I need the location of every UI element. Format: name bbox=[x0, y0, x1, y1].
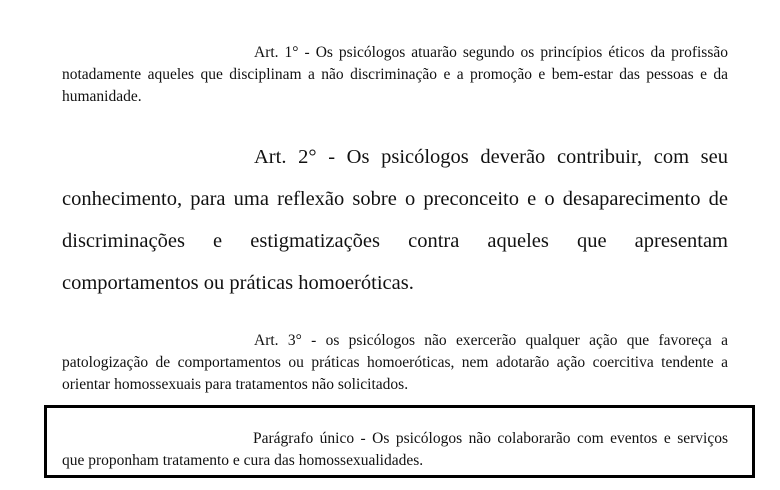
paragrafo-unico-text: Parágrafo único - Os psicólogos não colaborarão com eventos e serviços que proponham tratamento e cura das homossexualidades. bbox=[62, 430, 728, 469]
highlight-box bbox=[44, 405, 755, 478]
article-3 bbox=[62, 330, 728, 396]
article-1 bbox=[62, 42, 728, 108]
paragrafo-unico bbox=[62, 428, 728, 472]
article-2-text: Art. 2° - Os psicólogos deverão contribuir, com seu conhecimento, para uma reflexão sobre o preconceito e o desaparecimento de discriminações e estigmatizações contra aqueles que apresentam comportamentos ou práticas homoeróticas. bbox=[62, 146, 728, 294]
article-1-text: Art. 1° - Os psicólogos atuarão segundo os princípios éticos da profissão notadamente aqueles que disciplinam a não discriminação e a promoção e bem-estar das pessoas e da humanidade. bbox=[62, 44, 728, 105]
article-2 bbox=[62, 136, 728, 304]
article-3-text: Art. 3° - os psicólogos não exercerão qualquer ação que favoreça a patologização de comportamentos ou práticas homoeróticas, nem adotarão ação coercitiva tendente a orientar homossexuais para tratamentos não solicitados. bbox=[62, 332, 728, 393]
